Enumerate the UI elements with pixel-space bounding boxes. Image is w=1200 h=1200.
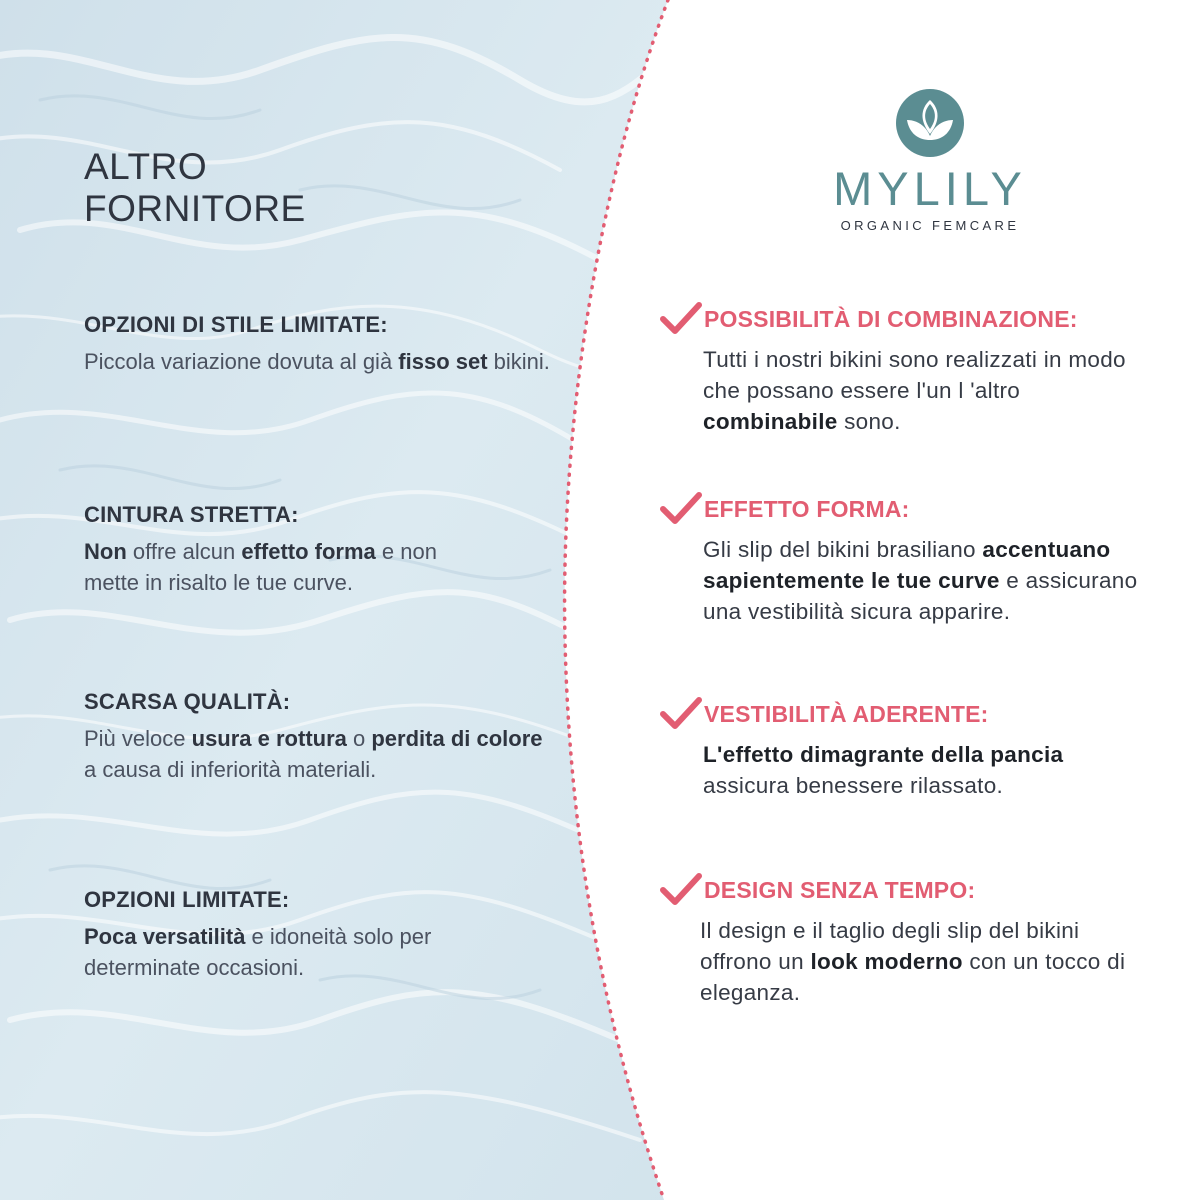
- competitor-title: [84, 146, 306, 230]
- competitor-title-line1: ALTRO: [84, 146, 208, 187]
- mylily-point-heading: POSSIBILITÀ DI COMBINAZIONE:: [660, 302, 1160, 336]
- competitor-point-text: Piccola variazione dovuta al già fisso set bikini.: [84, 349, 550, 374]
- competitor-point-heading: OPZIONI LIMITATE:: [84, 887, 290, 912]
- mylily-point-heading: DESIGN SENZA TEMPO:: [660, 873, 1160, 907]
- competitor-point-heading: CINTURA STRETTA:: [84, 502, 299, 527]
- check-icon: [660, 492, 702, 526]
- mylily-point-text: L'effetto dimagrante della pancia assicura benessere rilassato.: [703, 742, 1064, 798]
- check-icon: [660, 873, 702, 907]
- lotus-icon: [895, 88, 965, 158]
- check-icon: [660, 697, 702, 731]
- brand-tagline: ORGANIC FEMCARE: [840, 218, 1020, 233]
- competitor-point-heading: OPZIONI DI STILE LIMITATE:: [84, 312, 388, 337]
- mylily-point-combination: [660, 302, 1160, 437]
- competitor-point-text: Poca versatilità e idoneità solo per determinate occasioni.: [84, 924, 432, 980]
- competitor-point-text: Non offre alcun effetto forma e non mette in risalto le tue curve.: [84, 539, 437, 595]
- competitor-point-style: [84, 312, 584, 377]
- mylily-point-text: Gli slip del bikini brasiliano accentuano sapientemente le tue curve e assicurano una vestibilità sicura apparire.: [703, 537, 1138, 624]
- competitor-point-heading: SCARSA QUALITÀ:: [84, 689, 291, 714]
- mylily-point-heading: EFFETTO FORMA:: [660, 492, 1160, 526]
- brand-name: MYLILY: [833, 162, 1027, 215]
- mylily-point-text: Il design e il taglio degli slip del bikini offrono un look moderno con un tocco di eleganza.: [700, 918, 1126, 1005]
- mylily-point-heading: VESTIBILITÀ ADERENTE:: [660, 697, 1160, 731]
- mylily-point-shape: [660, 492, 1160, 627]
- competitor-point-options: [84, 887, 584, 983]
- competitor-point-waistband: [84, 502, 584, 598]
- mylily-point-fit: [660, 697, 1160, 801]
- competitor-point-text: Più veloce usura e rottura o perdita di colore a causa di inferiorità materiali.: [84, 726, 543, 782]
- mylily-point-design: [660, 873, 1160, 1008]
- competitor-point-quality: [84, 689, 584, 785]
- check-icon: [660, 302, 702, 336]
- brand-logo: [830, 88, 1030, 233]
- competitor-title-line2: FORNITORE: [84, 188, 306, 229]
- mylily-point-text: Tutti i nostri bikini sono realizzati in modo che possano essere l'un l 'altro combinabile sono.: [703, 347, 1126, 434]
